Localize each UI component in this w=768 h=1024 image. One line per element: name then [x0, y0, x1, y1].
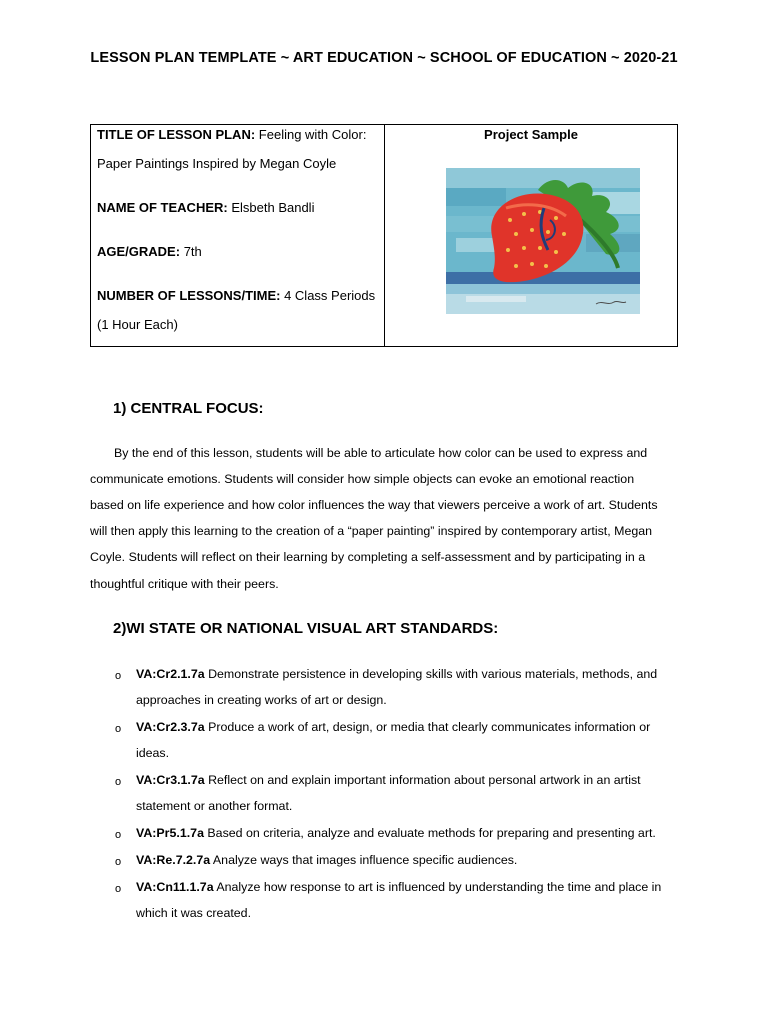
standard-line	[136, 880, 661, 894]
standard-text-continued: statement or another format.	[136, 799, 293, 813]
standard-text: Analyze ways that images influence specific audiences.	[212, 853, 518, 867]
standard-line	[136, 667, 657, 681]
lesson-title-label: TITLE OF LESSON PLAN:	[97, 127, 256, 142]
age-grade-value: 7th	[183, 244, 202, 259]
central-focus-line: communicate emotions. Students will consider how simple objects can evoke an emotional reaction	[90, 472, 635, 486]
age-grade-label: AGE/GRADE:	[97, 244, 181, 259]
lessons-time-line-2: (1 Hour Each)	[97, 317, 178, 332]
standard-line	[136, 853, 517, 867]
lessons-time-line-1	[97, 288, 375, 303]
teacher-value: Elsbeth Bandli	[231, 200, 315, 215]
standard-text: Analyze how response to art is influenced by understanding the time and place in	[216, 880, 662, 894]
lessons-time-label: NUMBER OF LESSONS/TIME:	[97, 288, 281, 303]
central-focus-line: By the end of this lesson, students will be able to articulate how color can be used to express and	[114, 446, 648, 460]
standard-text: Produce a work of art, design, or media that clearly communicates information or	[208, 720, 651, 734]
project-sample-strawberry-image	[446, 168, 640, 314]
bullet-icon: o	[115, 723, 122, 735]
standard-text-continued: which it was created.	[136, 906, 252, 920]
standards-heading: 2)WI STATE OR NATIONAL VISUAL ART STANDARDS:	[113, 620, 499, 637]
bullet-icon: o	[115, 856, 122, 868]
standard-text: Reflect on and explain important information about personal artwork in an artist	[208, 773, 641, 787]
teacher-label: NAME OF TEACHER:	[97, 200, 228, 215]
standard-line	[136, 826, 656, 840]
standard-code: VA:Cr2.3.7a	[136, 720, 205, 734]
bullet-icon: o	[115, 883, 122, 895]
standard-text: Based on criteria, analyze and evaluate methods for preparing and presenting art.	[207, 826, 656, 840]
standard-code: VA:Pr5.1.7a	[136, 826, 204, 840]
standard-text: Demonstrate persistence in developing skills with various materials, methods, and	[208, 667, 658, 681]
lesson-info-table	[90, 124, 678, 347]
central-focus-line: thoughtful critique with their peers.	[90, 577, 279, 591]
standard-code: VA:Re.7.2.7a	[136, 853, 211, 867]
standard-line	[136, 773, 641, 787]
central-focus-line: based on life experience and how color influences the way that viewers perceive a work of art. Students	[90, 498, 658, 512]
standard-code: VA:Cr2.1.7a	[136, 667, 205, 681]
lessons-time-value-1: 4 Class Periods	[284, 288, 376, 303]
standard-code: VA:Cr3.1.7a	[136, 773, 205, 787]
standard-code: VA:Cn11.1.7a	[136, 880, 214, 894]
bullet-icon: o	[115, 776, 122, 788]
central-focus-heading: 1) CENTRAL FOCUS:	[113, 400, 264, 417]
lesson-info-cell	[91, 125, 385, 346]
central-focus-line: will then apply this learning to the creation of a “paper painting” inspired by contemporary artist, Megan	[90, 524, 653, 538]
standard-text-continued: approaches in creating works of art or design.	[136, 693, 387, 707]
document-title: LESSON PLAN TEMPLATE ~ ART EDUCATION ~ SCHOOL OF EDUCATION ~ 2020-21	[90, 50, 678, 66]
bullet-icon: o	[115, 829, 122, 841]
central-focus-line: Coyle. Students will reflect on their learning by completing a self-assessment and by participating in a	[90, 550, 646, 564]
lesson-title-line-2: Paper Paintings Inspired by Megan Coyle	[97, 156, 337, 171]
teacher-line	[97, 200, 314, 215]
standard-line	[136, 720, 650, 734]
standard-text-continued: ideas.	[136, 746, 170, 760]
bullet-icon: o	[115, 670, 122, 682]
project-sample-title: Project Sample	[484, 127, 578, 142]
project-sample-cell	[385, 125, 677, 346]
lesson-title-value-1: Feeling with Color:	[258, 127, 367, 142]
age-grade-line	[97, 244, 202, 259]
lesson-title-line-1	[97, 127, 366, 142]
